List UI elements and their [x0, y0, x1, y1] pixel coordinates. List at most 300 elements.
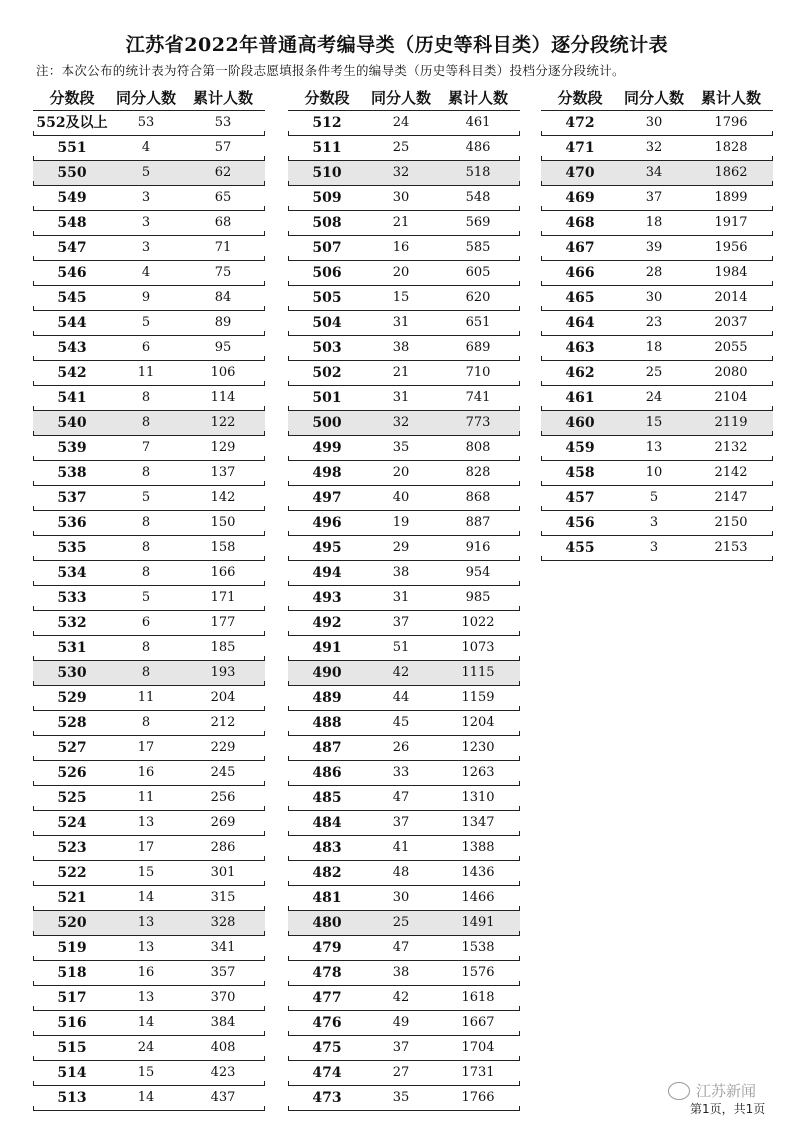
- table-row: [541, 286, 773, 311]
- wechat-icon: [668, 1082, 690, 1100]
- cell-same-count: 8: [141, 515, 151, 530]
- cell-cumulative: 1491: [461, 915, 495, 930]
- table-column-3: [541, 86, 773, 561]
- cell-cumulative: 1618: [461, 990, 495, 1005]
- cell-same-count: 24: [392, 115, 410, 130]
- cell-cumulative: 2132: [714, 440, 748, 455]
- cell-cumulative: 1388: [461, 840, 495, 855]
- cell-cumulative: 256: [210, 790, 236, 805]
- cell-same-count: 23: [645, 315, 663, 330]
- table-row: [288, 161, 520, 186]
- table-row: [541, 311, 773, 336]
- cell-score: 551: [57, 140, 87, 156]
- table-row: [288, 586, 520, 611]
- header-cumulative: 累计人数: [192, 89, 253, 107]
- table-row: [33, 911, 265, 936]
- table-row: [541, 211, 773, 236]
- cell-cumulative: 1115: [461, 665, 495, 680]
- cell-cumulative: 1436: [461, 865, 495, 880]
- cell-cumulative: 204: [210, 690, 236, 705]
- cell-cumulative: 315: [210, 890, 236, 905]
- table-row: [33, 361, 265, 386]
- cell-cumulative: 1731: [461, 1065, 495, 1080]
- cell-cumulative: 142: [210, 490, 236, 505]
- cell-cumulative: 2080: [714, 365, 748, 380]
- cell-cumulative: 75: [214, 265, 232, 280]
- table-column-1: [33, 86, 265, 1111]
- cell-score: 488: [312, 715, 342, 731]
- cell-same-count: 4: [141, 140, 151, 155]
- cell-same-count: 28: [645, 265, 663, 280]
- table-header: [288, 86, 520, 111]
- cell-score: 517: [57, 990, 87, 1006]
- cell-same-count: 15: [137, 865, 155, 880]
- table-row: [33, 111, 265, 136]
- cell-score: 474: [312, 1065, 342, 1081]
- cell-same-count: 20: [392, 465, 410, 480]
- table-row: [541, 511, 773, 536]
- table-row: [288, 1036, 520, 1061]
- cell-score: 498: [312, 465, 342, 481]
- cell-same-count: 38: [392, 565, 410, 580]
- cell-same-count: 15: [137, 1065, 155, 1080]
- table-row: [288, 211, 520, 236]
- cell-score: 549: [57, 190, 87, 206]
- cell-score: 535: [57, 540, 87, 556]
- table-row: [541, 336, 773, 361]
- cell-cumulative: 1828: [714, 140, 748, 155]
- cell-score: 524: [57, 815, 87, 831]
- cell-cumulative: 137: [210, 465, 236, 480]
- cell-same-count: 7: [141, 440, 151, 455]
- cell-score: 533: [57, 590, 87, 606]
- table-row: [288, 511, 520, 536]
- cell-cumulative: 193: [210, 665, 236, 680]
- cell-score: 536: [57, 515, 87, 531]
- table-row: [288, 111, 520, 136]
- page-number: 第1页，共1页: [690, 1102, 766, 1116]
- cell-cumulative: 2119: [714, 415, 748, 430]
- cell-score: 484: [312, 815, 342, 831]
- table-row: [288, 536, 520, 561]
- cell-cumulative: 2147: [714, 490, 748, 505]
- cell-cumulative: 437: [210, 1090, 236, 1105]
- cell-score: 521: [57, 890, 87, 906]
- table-row: [288, 561, 520, 586]
- cell-same-count: 9: [141, 290, 151, 305]
- cell-same-count: 14: [137, 1015, 155, 1030]
- table-row: [288, 1061, 520, 1086]
- cell-cumulative: 384: [210, 1015, 236, 1030]
- cell-same-count: 3: [141, 215, 151, 230]
- cell-same-count: 18: [645, 340, 663, 355]
- cell-cumulative: 95: [214, 340, 232, 355]
- cell-same-count: 30: [392, 890, 410, 905]
- cell-same-count: 13: [137, 940, 155, 955]
- cell-cumulative: 229: [210, 740, 236, 755]
- table-row: [33, 186, 265, 211]
- cell-score: 505: [312, 290, 342, 306]
- cell-score: 472: [565, 115, 595, 131]
- cell-same-count: 5: [141, 490, 151, 505]
- page-title: 江苏省2022年普通高考编导类（历史等科目类）逐分段统计表: [125, 34, 669, 56]
- cell-same-count: 16: [392, 240, 410, 255]
- cell-same-count: 8: [141, 415, 151, 430]
- header-same-count: 同分人数: [370, 89, 431, 107]
- table-row: [33, 711, 265, 736]
- cell-same-count: 37: [392, 1040, 410, 1055]
- cell-cumulative: 122: [210, 415, 236, 430]
- table-row: [33, 236, 265, 261]
- cell-same-count: 10: [645, 465, 663, 480]
- table-row: [33, 136, 265, 161]
- cell-cumulative: 2150: [714, 515, 748, 530]
- cell-cumulative: 620: [465, 290, 491, 305]
- cell-score: 467: [565, 240, 595, 256]
- cell-cumulative: 269: [210, 815, 236, 830]
- cell-same-count: 38: [392, 340, 410, 355]
- table-row: [33, 386, 265, 411]
- cell-score: 540: [57, 415, 87, 431]
- table-row: [33, 661, 265, 686]
- cell-score: 519: [57, 940, 87, 956]
- cell-score: 500: [312, 415, 342, 431]
- cell-cumulative: 518: [465, 165, 491, 180]
- cell-cumulative: 68: [214, 215, 232, 230]
- cell-cumulative: 166: [210, 565, 236, 580]
- table-row: [288, 1086, 520, 1111]
- table-row: [541, 461, 773, 486]
- cell-same-count: 34: [645, 165, 663, 180]
- cell-cumulative: 2037: [714, 315, 748, 330]
- cell-same-count: 6: [141, 340, 151, 355]
- table-row: [541, 161, 773, 186]
- cell-score: 481: [312, 890, 342, 906]
- cell-same-count: 8: [141, 390, 151, 405]
- cell-score: 543: [57, 340, 87, 356]
- cell-same-count: 3: [141, 240, 151, 255]
- table-row: [33, 286, 265, 311]
- cell-score: 520: [57, 915, 87, 931]
- cell-same-count: 24: [645, 390, 663, 405]
- cell-cumulative: 158: [210, 540, 236, 555]
- table-row: [541, 261, 773, 286]
- cell-score: 502: [312, 365, 342, 381]
- cell-cumulative: 808: [465, 440, 491, 455]
- cell-score: 482: [312, 865, 342, 881]
- cell-cumulative: 2104: [714, 390, 748, 405]
- cell-cumulative: 741: [465, 390, 491, 405]
- cell-same-count: 39: [645, 240, 663, 255]
- cell-score: 494: [312, 565, 342, 581]
- table-row: [33, 486, 265, 511]
- cell-same-count: 35: [392, 1090, 410, 1105]
- cell-score: 499: [312, 440, 342, 456]
- cell-cumulative: 1899: [714, 190, 748, 205]
- table-row: [288, 711, 520, 736]
- cell-score: 469: [565, 190, 595, 206]
- table-row: [541, 136, 773, 161]
- cell-same-count: 31: [392, 590, 410, 605]
- cell-cumulative: 53: [214, 115, 232, 130]
- table-row: [33, 686, 265, 711]
- table-row: [288, 761, 520, 786]
- cell-cumulative: 71: [214, 240, 232, 255]
- cell-score: 485: [312, 790, 342, 806]
- table-row: [33, 211, 265, 236]
- cell-score: 516: [57, 1015, 87, 1031]
- cell-score: 497: [312, 490, 342, 506]
- cell-same-count: 33: [392, 765, 410, 780]
- table-row: [288, 786, 520, 811]
- table-row: [33, 411, 265, 436]
- cell-same-count: 31: [392, 315, 410, 330]
- cell-cumulative: 985: [465, 590, 491, 605]
- table-row: [541, 486, 773, 511]
- cell-score: 510: [312, 165, 342, 181]
- cell-same-count: 11: [137, 690, 155, 705]
- table-row: [288, 236, 520, 261]
- cell-cumulative: 1022: [461, 615, 495, 630]
- cell-cumulative: 887: [465, 515, 491, 530]
- table-row: [33, 611, 265, 636]
- cell-cumulative: 1073: [461, 640, 495, 655]
- cell-same-count: 42: [392, 990, 410, 1005]
- cell-same-count: 35: [392, 440, 410, 455]
- cell-score: 514: [57, 1065, 87, 1081]
- table-row: [33, 511, 265, 536]
- cell-score: 468: [565, 215, 595, 231]
- table-row: [288, 836, 520, 861]
- table-row: [288, 461, 520, 486]
- watermark: [668, 1080, 756, 1101]
- cell-same-count: 20: [392, 265, 410, 280]
- cell-same-count: 4: [141, 265, 151, 280]
- table-row: [288, 286, 520, 311]
- cell-same-count: 8: [141, 540, 151, 555]
- cell-same-count: 27: [392, 1065, 410, 1080]
- cell-score: 458: [565, 465, 595, 481]
- cell-cumulative: 710: [465, 365, 491, 380]
- cell-score: 501: [312, 390, 342, 406]
- cell-score: 541: [57, 390, 87, 406]
- cell-same-count: 44: [392, 690, 410, 705]
- cell-cumulative: 89: [214, 315, 232, 330]
- cell-same-count: 25: [392, 140, 410, 155]
- cell-score: 512: [312, 115, 342, 131]
- cell-cumulative: 1766: [461, 1090, 495, 1105]
- cell-cumulative: 868: [465, 490, 491, 505]
- cell-same-count: 17: [137, 840, 155, 855]
- cell-cumulative: 2153: [714, 540, 748, 555]
- cell-score: 547: [57, 240, 87, 256]
- cell-cumulative: 65: [214, 190, 232, 205]
- cell-same-count: 14: [137, 1090, 155, 1105]
- cell-score: 477: [312, 990, 342, 1006]
- cell-score: 528: [57, 715, 87, 731]
- cell-cumulative: 245: [210, 765, 236, 780]
- table-row: [541, 386, 773, 411]
- cell-cumulative: 1159: [461, 690, 495, 705]
- cell-cumulative: 1667: [461, 1015, 495, 1030]
- cell-score: 487: [312, 740, 342, 756]
- cell-same-count: 42: [392, 665, 410, 680]
- cell-cumulative: 486: [465, 140, 491, 155]
- cell-score: 479: [312, 940, 342, 956]
- cell-same-count: 41: [392, 840, 410, 855]
- cell-same-count: 40: [392, 490, 410, 505]
- table-header: [541, 86, 773, 111]
- table-row: [33, 836, 265, 861]
- cell-cumulative: 84: [214, 290, 232, 305]
- table-row: [33, 986, 265, 1011]
- cell-cumulative: 1796: [714, 115, 748, 130]
- cell-cumulative: 185: [210, 640, 236, 655]
- table-row: [288, 911, 520, 936]
- table-row: [33, 536, 265, 561]
- cell-cumulative: 408: [210, 1040, 236, 1055]
- cell-score: 523: [57, 840, 87, 856]
- cell-same-count: 5: [649, 490, 659, 505]
- cell-cumulative: 341: [210, 940, 236, 955]
- cell-score: 546: [57, 265, 87, 281]
- cell-same-count: 3: [141, 190, 151, 205]
- cell-cumulative: 129: [210, 440, 236, 455]
- cell-score: 534: [57, 565, 87, 581]
- table-row: [288, 636, 520, 661]
- cell-same-count: 37: [392, 615, 410, 630]
- cell-cumulative: 773: [465, 415, 491, 430]
- cell-cumulative: 828: [465, 465, 491, 480]
- table-row: [33, 586, 265, 611]
- cell-score: 466: [565, 265, 595, 281]
- cell-score: 493: [312, 590, 342, 606]
- table-row: [541, 536, 773, 561]
- table-row: [541, 186, 773, 211]
- cell-score: 532: [57, 615, 87, 631]
- cell-cumulative: 2142: [714, 465, 748, 480]
- table-row: [288, 736, 520, 761]
- table-row: [33, 461, 265, 486]
- cell-same-count: 47: [392, 790, 410, 805]
- cell-score: 491: [312, 640, 342, 656]
- cell-cumulative: 689: [465, 340, 491, 355]
- table-row: [288, 961, 520, 986]
- table-row: [288, 486, 520, 511]
- table-row: [288, 136, 520, 161]
- table-row: [288, 386, 520, 411]
- cell-score: 475: [312, 1040, 342, 1056]
- cell-same-count: 14: [137, 890, 155, 905]
- header-same-count: 同分人数: [115, 89, 176, 107]
- cell-cumulative: 1310: [461, 790, 495, 805]
- cell-cumulative: 954: [465, 565, 491, 580]
- table-row: [33, 1086, 265, 1111]
- cell-score: 529: [57, 690, 87, 706]
- cell-cumulative: 1704: [461, 1040, 495, 1055]
- cell-same-count: 3: [649, 515, 659, 530]
- table-row: [33, 886, 265, 911]
- table-row: [541, 436, 773, 461]
- cell-cumulative: 106: [210, 365, 236, 380]
- table-row: [288, 861, 520, 886]
- cell-same-count: 5: [141, 165, 151, 180]
- cell-same-count: 15: [645, 415, 663, 430]
- cell-cumulative: 1204: [461, 715, 495, 730]
- cell-same-count: 32: [645, 140, 663, 155]
- table-row: [33, 1036, 265, 1061]
- cell-score: 518: [57, 965, 87, 981]
- cell-same-count: 30: [392, 190, 410, 205]
- header-score: 分数段: [49, 89, 95, 107]
- cell-score: 480: [312, 915, 342, 931]
- cell-score: 455: [565, 540, 595, 556]
- table-row: [288, 986, 520, 1011]
- cell-score: 473: [312, 1090, 342, 1106]
- cell-cumulative: 370: [210, 990, 236, 1005]
- cell-same-count: 31: [392, 390, 410, 405]
- cell-score: 530: [57, 665, 87, 681]
- table-row: [541, 111, 773, 136]
- cell-score: 492: [312, 615, 342, 631]
- table-header: [33, 86, 265, 111]
- cell-cumulative: 1538: [461, 940, 495, 955]
- cell-score: 486: [312, 765, 342, 781]
- cell-cumulative: 114: [210, 390, 236, 405]
- table-column-2: [288, 86, 520, 1111]
- cell-cumulative: 2014: [714, 290, 748, 305]
- cell-score: 457: [565, 490, 595, 506]
- cell-same-count: 37: [392, 815, 410, 830]
- watermark-text: 江苏新闻: [696, 1082, 757, 1100]
- cell-cumulative: 651: [465, 315, 491, 330]
- cell-score: 537: [57, 490, 87, 506]
- cell-same-count: 11: [137, 790, 155, 805]
- cell-score: 495: [312, 540, 342, 556]
- cell-cumulative: 916: [465, 540, 491, 555]
- header-score: 分数段: [557, 89, 603, 107]
- table-row: [288, 436, 520, 461]
- cell-same-count: 8: [141, 565, 151, 580]
- cell-score: 490: [312, 665, 342, 681]
- cell-score: 471: [565, 140, 595, 156]
- header-cumulative: 累计人数: [700, 89, 761, 107]
- cell-cumulative: 357: [210, 965, 236, 980]
- cell-score: 542: [57, 365, 87, 381]
- cell-score: 460: [565, 415, 595, 431]
- cell-cumulative: 569: [465, 215, 491, 230]
- cell-cumulative: 585: [465, 240, 491, 255]
- table-row: [288, 936, 520, 961]
- cell-same-count: 19: [392, 515, 410, 530]
- cell-same-count: 11: [137, 365, 155, 380]
- table-row: [288, 1011, 520, 1036]
- table-row: [288, 311, 520, 336]
- header-cumulative: 累计人数: [447, 89, 508, 107]
- cell-score: 544: [57, 315, 87, 331]
- cell-score: 483: [312, 840, 342, 856]
- table-row: [541, 411, 773, 436]
- table-row: [288, 361, 520, 386]
- cell-cumulative: 1347: [461, 815, 495, 830]
- cell-score: 463: [565, 340, 595, 356]
- cell-cumulative: 57: [214, 140, 232, 155]
- cell-score: 461: [565, 390, 595, 406]
- cell-score: 456: [565, 515, 595, 531]
- table-row: [288, 411, 520, 436]
- cell-same-count: 5: [141, 590, 151, 605]
- cell-score: 548: [57, 215, 87, 231]
